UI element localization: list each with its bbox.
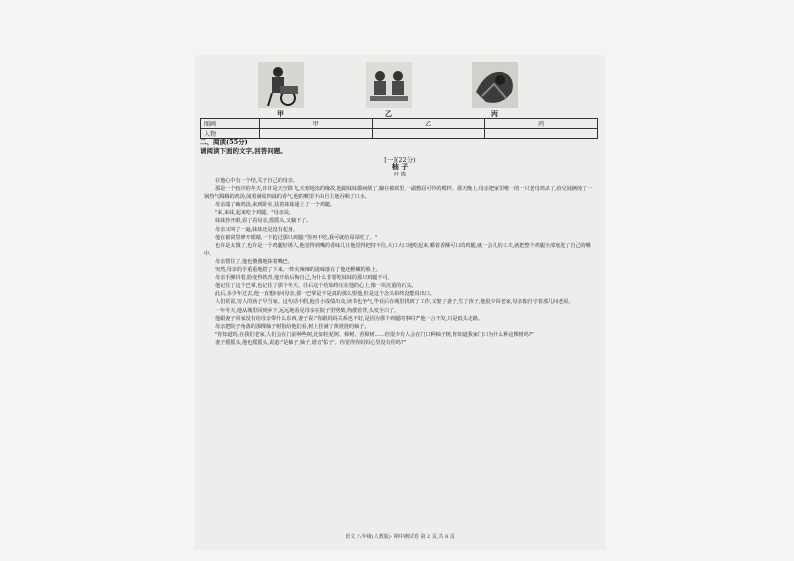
illustration-label-bing: 丙 [491,109,498,118]
paragraph: 他在被窝里睁开眼睛,一下抢过那只鸡腿:"你再不吃,我可就给哥哥吃了。" [215,234,377,241]
dynamic-figure-icon [472,62,518,108]
page-footer: 语文 八年级(人教版)· 期中测试卷 第 2 页,共 8 页 [345,534,455,540]
paragraph: 母亲愣住了,他也傻傻地抹着嘴巴。 [215,258,293,265]
table-row [201,129,598,139]
paragraph: "来,来妹,起来吃个鸡腿。"母亲说。 [215,210,294,217]
paragraph: 也许是太饿了,也许是一个鸡腿好诱人,他觉得到嘴的香味儿让他觉得把持不住,大口大口地吃起来,嚼着香酥可口的鸡腿,就一会儿的工夫,就把整个鸡腿全部塞进了自己的嘴中。 [204,242,591,257]
illustration-bing [472,62,518,108]
paragraph: 妻子摇摇头,他也摇摇头,说道:"是柚子,柚子,谐音'佑子'。你觉得你妈妈心里没有你吗?" [215,339,406,346]
section-heading: 二、阅读(55分) [200,138,248,146]
table-cell: 甲 [260,119,373,129]
passage-body [204,177,596,347]
passage-author: 叶 锦 [394,172,406,178]
illustration-jia [258,62,304,108]
paragraph: 那是一个较冷的冬天,许许是天空降飞,天寒地冻的缘故,他跟妹妹都病倒了,躺在被窝里,一副憋屈可怜的模样。那天晚上,母亲把家里唯一的一只老母鸡杀了,给兄妹俩炖了一锅热气腾腾的鸡汤,闻着满屋四溢的香气,他的喉里不由自主地吞咽了口水。 [204,186,593,201]
section-instruction: 请阅读下面的文字,回答问题。 [200,147,287,155]
illustration-label-yi: 乙 [385,109,392,118]
paragraph: 母亲端了碗鸡汤,来到卧室,扶着妹妹递上了一个鸡腿。 [215,202,336,209]
answer-blank[interactable] [485,129,598,139]
illustration-yi [366,62,412,108]
table-header-cell: 图画 [201,119,260,129]
paragraph: 在他心中有一个结,关于自己的母亲。 [215,178,298,184]
table-cell: 乙 [372,119,485,129]
paragraph: 突然,母亲的手重重地搭了下来,一阵火辣辣的滋味落在了他还稚嫩的脸上。 [215,267,381,274]
answer-blank[interactable] [372,129,485,139]
table-cell: 丙 [485,119,598,129]
seated-figures-icon [366,62,412,108]
paragraph: 一年冬天,他从城里回到乡下,远远地看见母亲在院子里劈柴,佝偻着背,头发全白了。 [215,307,400,314]
paragraph: 此后,多少年过去,他一直想问问母亲,那一巴掌是不是真的那么恨他,但是这个念头始终没能说出口。 [215,291,435,298]
answer-table [200,118,598,139]
table-row [201,119,598,129]
paragraph: 他记住了这个巴掌,也记住了那个冬天。往后这个结始终压在他的心上,像一块沉重的石头。 [215,283,417,290]
paragraph: 母亲又叫了一遍,妹妹还是没有起身。 [215,226,298,233]
paragraph: 他跟妻子回家没有给母亲带什么东西,妻子说:"你跟妈妈关系也不好,是因为那个鸡腿的事吗?"他一言不发,只是低头走路。 [215,315,483,322]
table-header-cell: 人物 [201,129,260,139]
paragraph: 母亲手颤抖着,脸变得铁青,他开始后悔自己,为什么非要吃妹妹的那只鸡腿不可。 [215,275,393,282]
paragraph: 人们常说,穷人的孩子早当家。这句话不假,他自小成绩出众,读书也争气,毕业后在城里找到了工作,又娶了妻子,生了孩子,他很少回老家,母亲独自守着那几间老屋。 [215,299,574,306]
section-heading-block [200,138,287,156]
passage-title: 柚 子 [391,162,409,171]
figure-with-cart-icon [258,62,304,108]
paragraph: 母亲把院子角落的那棵柚子树指给他们看,树上挂满了黄澄澄的柚子。 [215,323,370,330]
answer-blank[interactable] [260,129,373,139]
paragraph: "你知道吗,在我们老家,人们会在门前种些树,比如桂花树、樟树、香樟树……但很少有人会在门口种柚子树,你知道我家门口为什么种这棵树吗?" [215,331,534,338]
illustration-label-jia: 甲 [277,109,284,118]
paragraph: 妹妹抄开眼,看了看母亲,摇摇头,又躺下了。 [215,218,312,225]
passage-number: [一](22分) [384,156,416,164]
